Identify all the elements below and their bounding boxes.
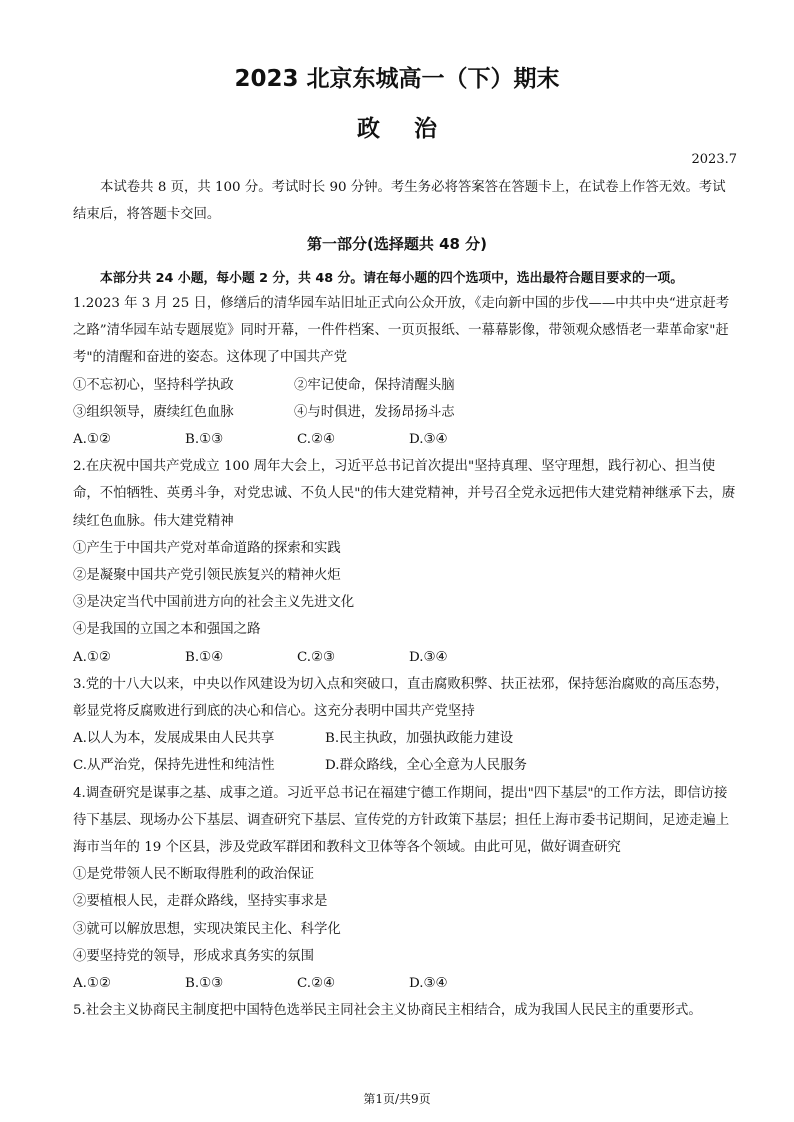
section-instruction: 本部分共 24 小题，每小题 2 分，共 48 分。请在每小题的四个选项中，选出最符合题目要求的一项。 (100, 271, 684, 286)
exam-title: 2023 北京东城高一（下）期末 (234, 66, 560, 92)
choice-d[interactable]: D.群众路线，全心全意为人民服务 (325, 758, 527, 774)
statement: ④与时俱进，发扬昂扬斗志 (294, 404, 455, 420)
page-footer: 第1页/共9页 (363, 1092, 431, 1106)
choice-row (73, 426, 738, 453)
question-4 (73, 780, 738, 998)
choice-row (73, 970, 738, 997)
statement-row (73, 372, 738, 399)
question-5 (73, 997, 738, 1024)
question-1 (73, 290, 738, 453)
exam-intro: 本试卷共 8 页，共 100 分。考试时长 90 分钟。考生务必将答案答在答题卡上，在试卷上作答无效。考试结束后，将答题卡交回。 (73, 180, 726, 223)
question-2 (73, 453, 738, 671)
choice-row (73, 725, 738, 752)
exam-date: 2023.7 (691, 152, 737, 167)
question-stem: 5.社会主义协商民主制度把中国特色选举民主同社会主义协商民主相结合，成为我国人民民主的重要形式。 (73, 1003, 702, 1019)
statement: ①产生于中国共产党对革命道路的探索和实践 (73, 540, 341, 556)
statement: ②要植根人民，走群众路线，坚持实事求是 (73, 894, 328, 910)
choice-c[interactable]: C.从严治党，保持先进性和纯洁性 (73, 758, 275, 774)
choice-a[interactable]: A.①② (73, 432, 111, 448)
choice-d[interactable]: D.③④ (409, 976, 448, 992)
choice-a[interactable]: A.①② (73, 649, 111, 665)
choice-b[interactable]: B.①④ (185, 649, 224, 665)
question-stem: 3.党的十八大以来，中央以作风建设为切入点和突破口，直击腐败积弊、扶正祛邪，保持惩治腐败的高压态势，彰显党将反腐败进行到底的决心和信心。这充分表明中国共产党坚持 (73, 676, 729, 720)
statement: ①不忘初心，坚持科学执政 (73, 377, 234, 393)
choice-a[interactable]: A.①② (73, 976, 111, 992)
section-title: 第一部分(选择题共 48 分) (306, 235, 488, 253)
choice-b[interactable]: B.民主执政，加强执政能力建设 (325, 731, 514, 747)
choice-d[interactable]: D.③④ (409, 649, 448, 665)
choice-row (73, 644, 738, 671)
choice-c[interactable]: C.②④ (297, 976, 336, 992)
question-stem: 1.2023 年 3 月 25 日，修缮后的清华园车站旧址正式向公众开放，《走向新中国的步伐——中共中央“进京赶考之路”清华园车站专题展览》同时开幕，一件件档案、一页页报纸、一幕幕影像，带领观众感悟老一辈革命家"赶考"的清醒和奋进的姿态。这体现了中国共产党 (73, 296, 730, 366)
choice-d[interactable]: D.③④ (409, 432, 448, 448)
question-list (73, 290, 738, 1024)
question-stem: 4.调查研究是谋事之基、成事之道。习近平总书记在福建宁德工作期间，提出"四下基层"的工作方法，即信访接待下基层、现场办公下基层、调查研究下基层、宣传党的方针政策下基层；担任上海市委书记期间，足迹走遍上海市当年的 19 个区县，涉及党政军群团和教科文卫体等各个领域。由此可见，做好调查研究 (73, 785, 730, 856)
statement: ③是决定当代中国前进方向的社会主义先进文化 (73, 595, 355, 611)
subject-title: 政治 (357, 116, 471, 142)
choice-c[interactable]: C.②④ (297, 432, 336, 448)
statement: ③组织领导，赓续红色血脉 (73, 404, 234, 420)
question-stem: 2.在庆祝中国共产党成立 100 周年大会上，习近平总书记首次提出"坚持真理、坚守理想，践行初心、担当使命，不怕牺牲、英勇斗争，对党忠诚、不负人民"的伟大建党精神，并号召全党永远把伟大建党精神继承下去，赓续红色血脉。伟大建党精神 (73, 459, 736, 529)
choice-c[interactable]: C.②③ (297, 649, 336, 665)
choice-row (73, 752, 738, 779)
statement: ③就可以解放思想，实现决策民主化、科学化 (73, 921, 341, 937)
choice-a[interactable]: A.以人为本，发展成果由人民共享 (73, 731, 275, 747)
statement-row (73, 399, 738, 426)
choice-b[interactable]: B.①③ (185, 432, 224, 448)
statement: ④是我国的立国之本和强国之路 (73, 622, 261, 638)
statement: ②是凝聚中国共产党引领民族复兴的精神火炬 (73, 568, 341, 584)
statement: ①是党带领人民不断取得胜利的政治保证 (73, 867, 315, 883)
question-3 (73, 671, 738, 780)
choice-b[interactable]: B.①③ (185, 976, 224, 992)
statement: ②牢记使命，保持清醒头脑 (294, 377, 455, 393)
statement: ④要坚持党的领导，形成求真务实的氛围 (73, 948, 315, 964)
